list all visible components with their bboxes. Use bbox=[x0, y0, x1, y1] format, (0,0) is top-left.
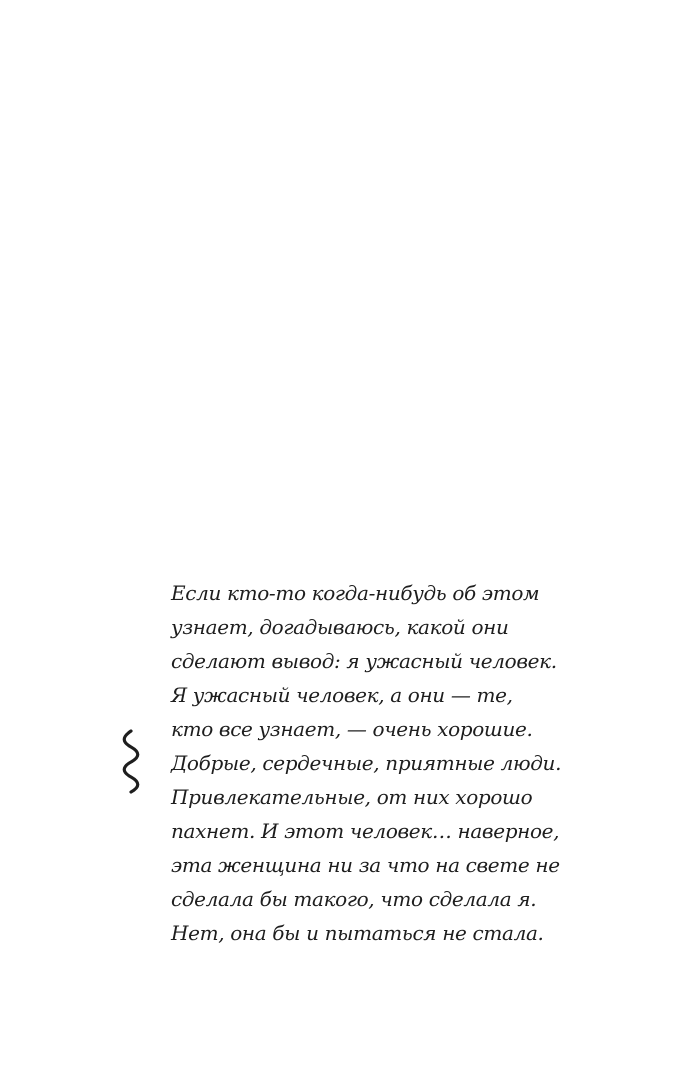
epigraph-line: узнает, догадываюсь, какой они bbox=[171, 615, 509, 639]
epigraph-text bbox=[171, 576, 671, 950]
epigraph-line: Нет, она бы и пытаться не стала. bbox=[171, 921, 544, 945]
wavy-line-icon bbox=[118, 728, 144, 794]
epigraph-line: сделают вывод: я ужасный человек. bbox=[171, 649, 557, 673]
epigraph-line: пахнет. И этот человек… наверное, bbox=[171, 819, 560, 843]
epigraph-line: Если кто-то когда-нибудь об этом bbox=[171, 581, 540, 605]
epigraph-line: сделала бы такого, что сделала я. bbox=[171, 887, 537, 911]
epigraph-line: Привлекательные, от них хорошо bbox=[171, 785, 533, 809]
epigraph-line: кто все узнает, — очень хорошие. bbox=[171, 717, 533, 741]
epigraph-line: Я ужасный человек, а они — те, bbox=[171, 683, 513, 707]
epigraph-line: эта женщина ни за что на свете не bbox=[171, 853, 560, 877]
epigraph-line: Добрые, сердечные, приятные люди. bbox=[171, 751, 562, 775]
